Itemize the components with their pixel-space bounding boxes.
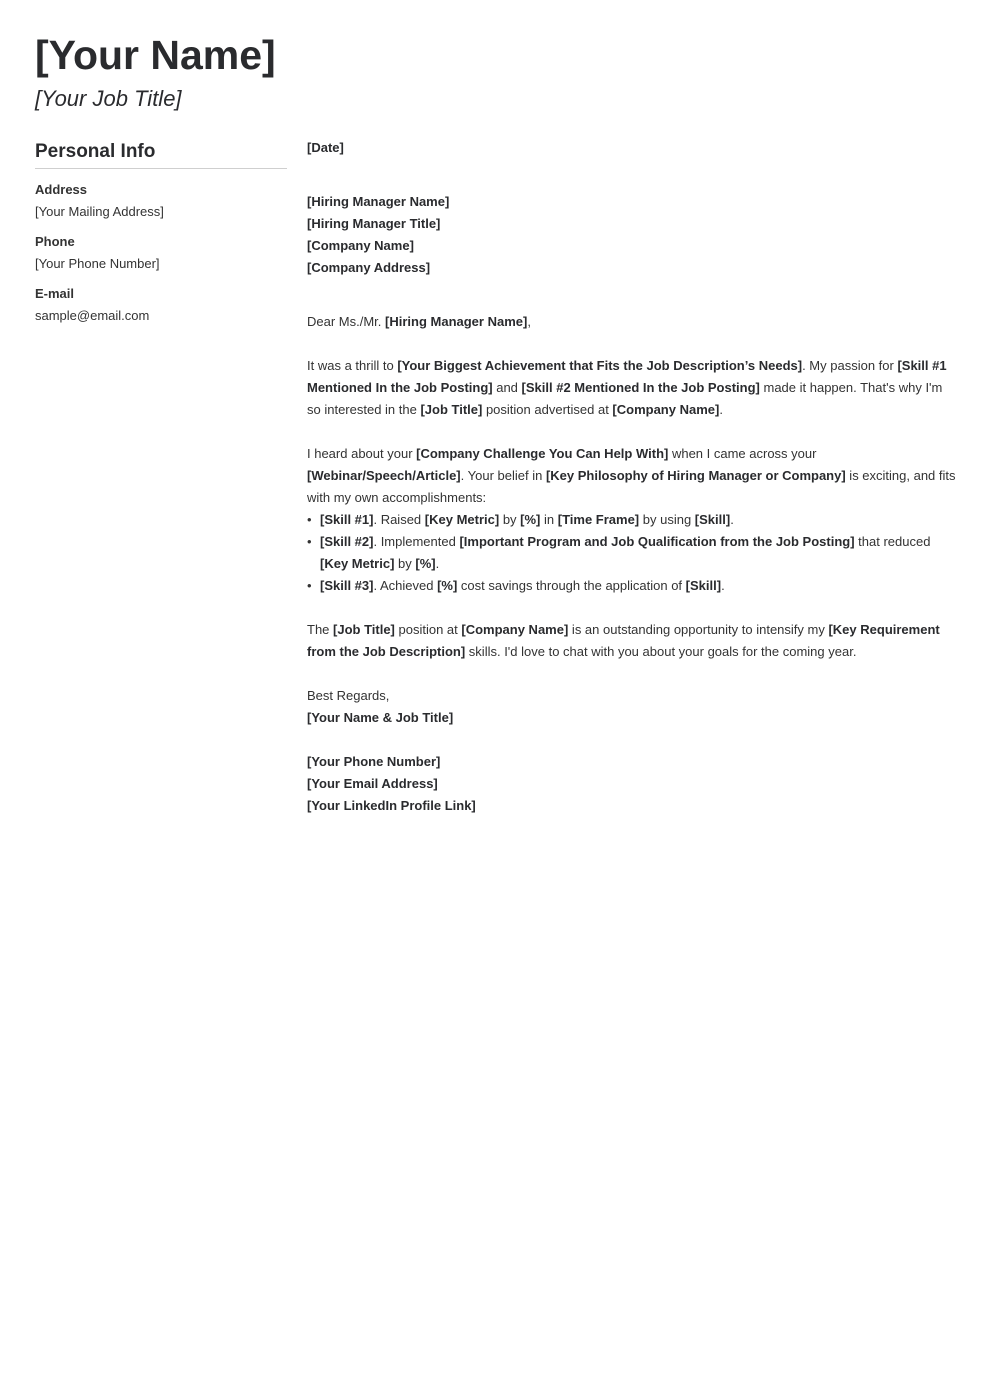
email-value[interactable]: sample@email.com [35, 308, 150, 323]
paragraph-company: I heard about your [Company Challenge You Can Help With] when I came across your [Webinar/Speech/Article]. Your belief in [Key Philosophy of Hiring Manager or Company] is exciting, and fits with my own accomplishments: [307, 446, 956, 505]
accomplishments-list [307, 509, 957, 597]
recipient-company-address: [Company Address] [307, 260, 431, 275]
list-item: • [Skill #3]. Achieved [%] cost savings through the application of [Skill]. [307, 575, 957, 597]
contact-block [307, 751, 957, 817]
applicant-name: [Your Name] [35, 32, 276, 78]
recipient-block [307, 191, 957, 279]
applicant-job-title: [Your Job Title] [35, 86, 182, 111]
personal-info-sidebar [35, 139, 287, 337]
closing-salutation: Best Regards, [307, 688, 390, 703]
personal-info-heading: Personal Info [35, 139, 287, 169]
address-value: [Your Mailing Address] [35, 204, 164, 219]
greeting: Dear Ms./Mr. [Hiring Manager Name], [307, 314, 531, 329]
letter-date: [Date] [307, 140, 344, 155]
paragraph-closing: The [Job Title] position at [Company Name] is an outstanding opportunity to intensify my [Key Requirement from the Job Description] skills. I'd love to chat with you about your goals for the coming year. [307, 622, 940, 659]
recipient-company-name: [Company Name] [307, 238, 414, 253]
cover-letter-body [307, 137, 957, 817]
phone-value: [Your Phone Number] [35, 256, 160, 271]
contact-linkedin: [Your LinkedIn Profile Link] [307, 798, 476, 813]
contact-phone: [Your Phone Number] [307, 754, 441, 769]
list-item: • [Skill #1]. Raised [Key Metric] by [%] in [Time Frame] by using [Skill]. [307, 509, 957, 531]
phone-label: Phone [35, 234, 75, 249]
recipient-manager-name: [Hiring Manager Name] [307, 194, 450, 209]
list-item: • [Skill #2]. Implemented [Important Program and Job Qualification from the Job Posting] that reduced [Key Metric] by [%]. [307, 531, 957, 575]
signature: [Your Name & Job Title] [307, 710, 454, 725]
address-label: Address [35, 182, 88, 197]
recipient-manager-title: [Hiring Manager Title] [307, 216, 441, 231]
email-label: E-mail [35, 286, 75, 301]
contact-email: [Your Email Address] [307, 776, 438, 791]
paragraph-intro: It was a thrill to [Your Biggest Achievement that Fits the Job Description’s Needs]. My passion for [Skill #1 Mentioned In the Job Posting] and [Skill #2 Mentioned In the Job Posting] made it happen. That's why I'm so interested in the [Job Title] position advertised at [Company Name]. [307, 358, 947, 417]
